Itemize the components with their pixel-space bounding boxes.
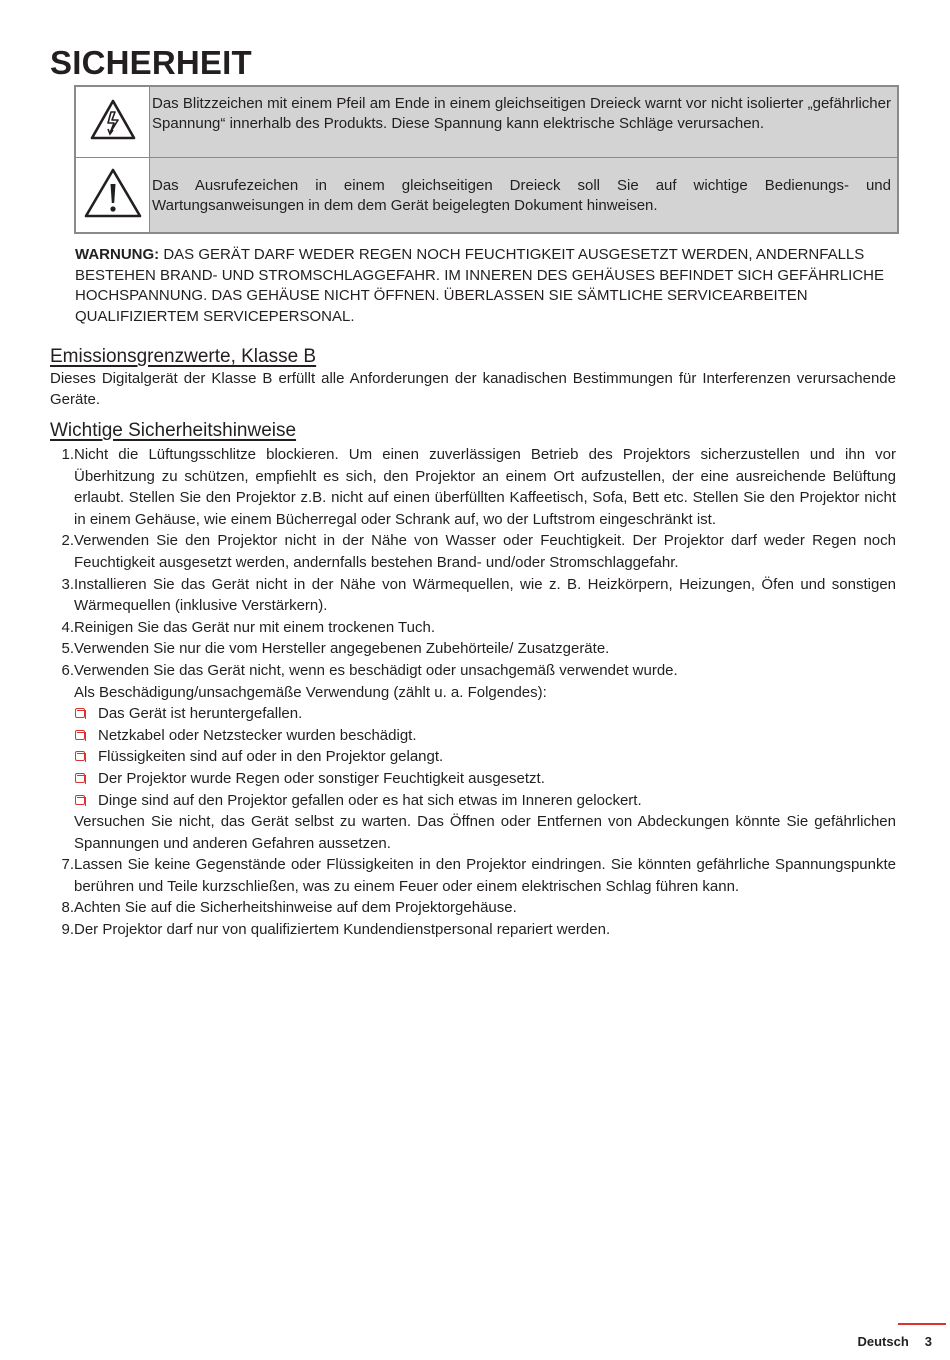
item-text: Der Projektor darf nur von qualifiziertem Kundendienstpersonal repariert werden. bbox=[74, 921, 611, 939]
damage-bullets bbox=[74, 703, 896, 811]
item-number: 1. bbox=[61, 446, 74, 463]
bullet-item bbox=[74, 768, 896, 790]
checkbox-bullet-icon bbox=[75, 751, 85, 761]
bullet-item bbox=[74, 703, 896, 725]
item-number: 3. bbox=[61, 575, 74, 593]
warning-text: DAS GERÄT DARF WEDER REGEN NOCH FEUCHTIGKEIT AUSGESETZT WERDEN, ANDERNFALLS BESTEHEN BRAND- UND STROMSCHLAGGEFAHR. IM INNEREN DES GEHÄUSES BEFINDET SICH GEFÄHRLICHE HOCHSPANNUNG. DAS GEHÄUSE NICHT ÖFFNEN. ÜBERLASSEN SIE SÄMTLICHE SERVICEARBEITEN QUALIFIZIERTEM SERVICEPERSONAL. bbox=[75, 246, 885, 325]
list-item bbox=[50, 617, 896, 639]
footer-accent-line bbox=[898, 1323, 946, 1325]
bullet-item bbox=[74, 725, 896, 747]
warning-notice bbox=[75, 245, 895, 327]
bullet-text: Das Gerät ist heruntergefallen. bbox=[98, 705, 303, 723]
warning-symbol-table bbox=[74, 85, 899, 234]
bullet-item bbox=[74, 790, 896, 812]
list-item bbox=[50, 854, 896, 897]
emission-text: Dieses Digitalgerät der Klasse B erfüllt alle Anforderungen der kanadischen Bestimmungen für Interferenzen verursachende Geräte. bbox=[50, 370, 896, 408]
list-item bbox=[50, 574, 896, 617]
page-footer bbox=[857, 1334, 932, 1349]
checkbox-bullet-icon bbox=[75, 795, 85, 805]
icon-cell bbox=[75, 86, 150, 158]
item-subintro: Als Beschädigung/unsachgemäße Verwendung (zählt u. a. Folgendes): bbox=[74, 683, 547, 701]
checkbox-bullet-icon bbox=[75, 773, 85, 783]
item-number: 2. bbox=[61, 532, 74, 550]
list-item bbox=[50, 660, 896, 854]
warning-table-text: Das Ausrufezeichen in einem gleichseitigen Dreieck soll Sie auf wichtige Bedienungs- und Wartungsanweisungen in dem dem Gerät beigelegten Dokument hinweisen. bbox=[150, 158, 899, 234]
item-text: Reinigen Sie das Gerät nur mit einem trockenen Tuch. bbox=[74, 618, 436, 636]
bullet-text: Netzkabel oder Netzstecker wurden beschädigt. bbox=[98, 726, 417, 744]
item-number: 6. bbox=[61, 661, 74, 679]
checkbox-bullet-icon bbox=[75, 708, 85, 718]
item-text: Verwenden Sie das Gerät nicht, wenn es beschädigt oder unsachgemäß verwendet wurde. bbox=[74, 661, 678, 679]
footer-language: Deutsch bbox=[857, 1334, 909, 1349]
list-item bbox=[50, 530, 896, 573]
item-suboutro: Versuchen Sie nicht, das Gerät selbst zu warten. Das Öffnen oder Entfernen von Abdeckungen könnte Sie gefährlichen Spannungen und anderen Gefahren aussetzen. bbox=[74, 813, 896, 852]
emission-heading: Emissionsgrenzwerte, Klasse B bbox=[50, 346, 317, 367]
item-number: 5. bbox=[61, 640, 74, 658]
page-number: 3 bbox=[924, 1334, 932, 1349]
icon-cell bbox=[75, 158, 150, 234]
table-row bbox=[75, 158, 898, 234]
bullet-text: Flüssigkeiten sind auf oder in den Projektor gelangt. bbox=[98, 748, 444, 766]
item-number: 8. bbox=[61, 899, 74, 917]
table-row bbox=[75, 86, 898, 158]
item-text: Achten Sie auf die Sicherheitshinweise auf dem Projektorgehäuse. bbox=[74, 899, 517, 917]
page-title: SICHERHEIT bbox=[50, 44, 252, 81]
warning-label: WARNUNG: bbox=[75, 246, 160, 263]
item-text: Verwenden Sie den Projektor nicht in der Nähe von Wasser oder Feuchtigkeit. Der Projektor darf weder Regen noch Feuchtigkeit ausgesetzt werden, andernfalls bestehen Brand- und/oder Stromschlaggefahr. bbox=[74, 532, 896, 571]
item-number: 4. bbox=[61, 618, 74, 636]
checkbox-bullet-icon bbox=[75, 730, 85, 740]
lightning-triangle-icon bbox=[89, 129, 137, 146]
bullet-text: Der Projektor wurde Regen oder sonstiger Feuchtigkeit ausgesetzt. bbox=[98, 769, 545, 787]
item-text: Nicht die Lüftungsschlitze blockieren. Um einen zuverlässigen Betrieb des Projektors sicherzustellen und ihn vor Überhitzung zu schützen, empfiehlt es sich, den Projektor an einem Ort aufzustellen, der eine ausreichende Belüftung erlaubt. Stellen Sie den Projektor z.B. nicht auf einen überfüllten Kaffeetisch, Sofa, Bett etc. Stellen Sie den Projektor nicht in einem Gehäuse, wie einem Bücherregal oder Schrank auf, wo der Luftstrom eingeschränkt ist. bbox=[74, 446, 896, 528]
item-number: 9. bbox=[61, 921, 74, 939]
warning-table-text: Das Blitzzeichen mit einem Pfeil am Ende in einem gleichseitigen Dreieck warnt vor nicht isolierter „gefährlicher Spannung“ innerhalb des Produkts. Diese Spannung kann elektrische Schläge verursachen. bbox=[150, 86, 899, 158]
list-item bbox=[50, 897, 896, 919]
exclamation-triangle-icon bbox=[83, 206, 143, 223]
item-number: 7. bbox=[61, 856, 74, 874]
item-text: Verwenden Sie nur die vom Hersteller angegebenen Zubehörteile/ Zusatzgeräte. bbox=[74, 640, 610, 658]
bullet-item bbox=[74, 746, 896, 768]
list-item bbox=[50, 919, 896, 941]
bullet-text: Dinge sind auf den Projektor gefallen oder es hat sich etwas im Inneren gelockert. bbox=[98, 791, 642, 809]
list-item bbox=[50, 444, 896, 530]
safety-heading: Wichtige Sicherheitshinweise bbox=[50, 420, 297, 441]
item-text: Lassen Sie keine Gegenstände oder Flüssigkeiten in den Projektor eindringen. Sie könnten gefährliche Spannungspunkte berühren und Teile kurzschließen, was zu einem Feuer oder einem elektrischen Schlag führen kann. bbox=[74, 856, 896, 895]
item-text: Installieren Sie das Gerät nicht in der Nähe von Wärmequellen, wie z. B. Heizkörpern, Heizungen, Öfen und sonstigen Wärmequellen (inklusive Verstärkern). bbox=[74, 575, 896, 615]
safety-list bbox=[50, 444, 896, 941]
list-item bbox=[50, 638, 896, 660]
